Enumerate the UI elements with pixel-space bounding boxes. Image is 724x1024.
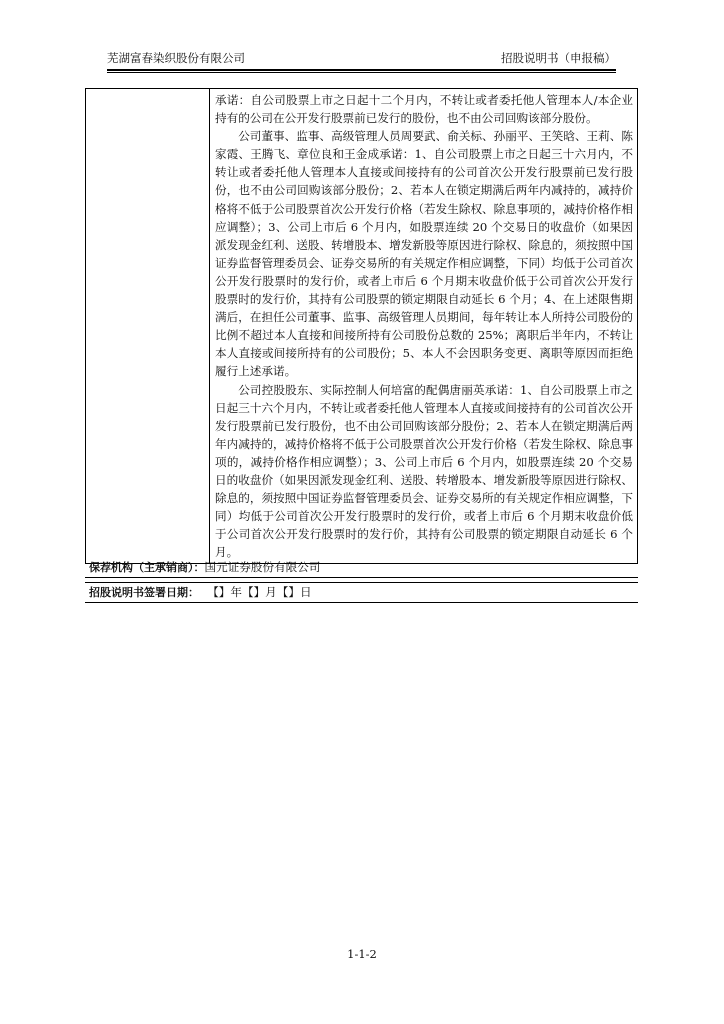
commitment-paragraph: 公司董事、监事、高级管理人员周要武、俞关标、孙丽平、王笑晗、王莉、陈家霞、王腾飞、章位良和王金成承诺：1、自公司股票上市之日起三十六月内，不转让或者委托他人管理本人直接或间接持有的公司首次公开发行股票前已发行股份，也不由公司回购该部分股份；2、若本人在锁定期满后两年内减持的，减持价格将不低于公司股票首次公开发行价格（若发生除权、除息事项的，减持价格作相应调整）；3、公司上市后 6 个月内，如股票连续 20 个交易日的收盘价（如果因派发现金红利、送股、转增股本、增发新股等原因进行除权、除息的，须按照中国证券监督管理委员会、证券交易所的有关规定作相应调整，下同）均低于公司首次公开发行股票时的发行价，或者上市后 6 个月期末收盘价低于公司首次公开发行股票时的发行价，其持有公司股票的锁定期限自动延长 6 个月；4、在上述限售期满后，在担任公司董事、监事、高级管理人员期间，每年转让本人所持公司股份的比例不超过本人直接和间接所持有公司股份总数的 25%；离职后半年内，不转让本人直接或间接所持有的公司股份；5、本人不会因职务变更、离职等原因而拒绝履行上述承诺。 (215, 129, 633, 379)
label-cell (86, 89, 210, 564)
page-number: 1-1-2 (347, 947, 377, 961)
sign-date-label: 招股说明书签署日期： (89, 586, 199, 599)
commitment-table (85, 88, 638, 564)
table-row (86, 89, 638, 564)
sponsor-row (85, 558, 638, 578)
header-rule (107, 69, 616, 71)
page-header (107, 50, 616, 67)
document-title: 招股说明书（申报稿） (501, 51, 616, 65)
sponsor-value: 国元证券股份有限公司 (204, 560, 321, 574)
commitment-paragraph: 承诺：自公司股票上市之日起十二个月内，不转让或者委托他人管理本人/本企业持有的公司在公开发行股票前已发行的股份，也不由公司回购该部分股份。 (215, 93, 633, 126)
commitment-text-cell (210, 89, 638, 564)
company-name: 芜湖富春染织股份有限公司 (107, 51, 245, 65)
header-rule-thin (107, 72, 616, 73)
sign-date-value: 【】年【】月【】日 (213, 585, 312, 599)
commitment-paragraph: 公司控股股东、实际控制人何培富的配偶唐丽英承诺：1、自公司股票上市之日起三十六个月内，不转让或者委托他人管理本人直接或间接持有的公司首次公开发行股票前已发行股份，也不由公司回购该部分股份；2、若本人在锁定期满后两年内减持的，减持价格将不低于公司股票首次公开发行价格（若发生除权、除息事项的，减持价格作相应调整）；3、公司上市后 6 个月内，如股票连续 20 个交易日的收盘价（如果因派发现金红利、送股、转增股本、增发新股等原因进行除权、除息的，须按照中国证券监督管理委员会、证券交易所的有关规定作相应调整，下同）均低于公司首次公开发行股票时的发行价，或者上市后 6 个月期末收盘价低于公司首次公开发行股票时的发行价，其持有公司股票的锁定期限自动延长 6 个月。 (215, 382, 633, 560)
sponsor-label: 保荐机构（主承销商）： (89, 561, 205, 574)
sign-date-row (85, 582, 638, 603)
